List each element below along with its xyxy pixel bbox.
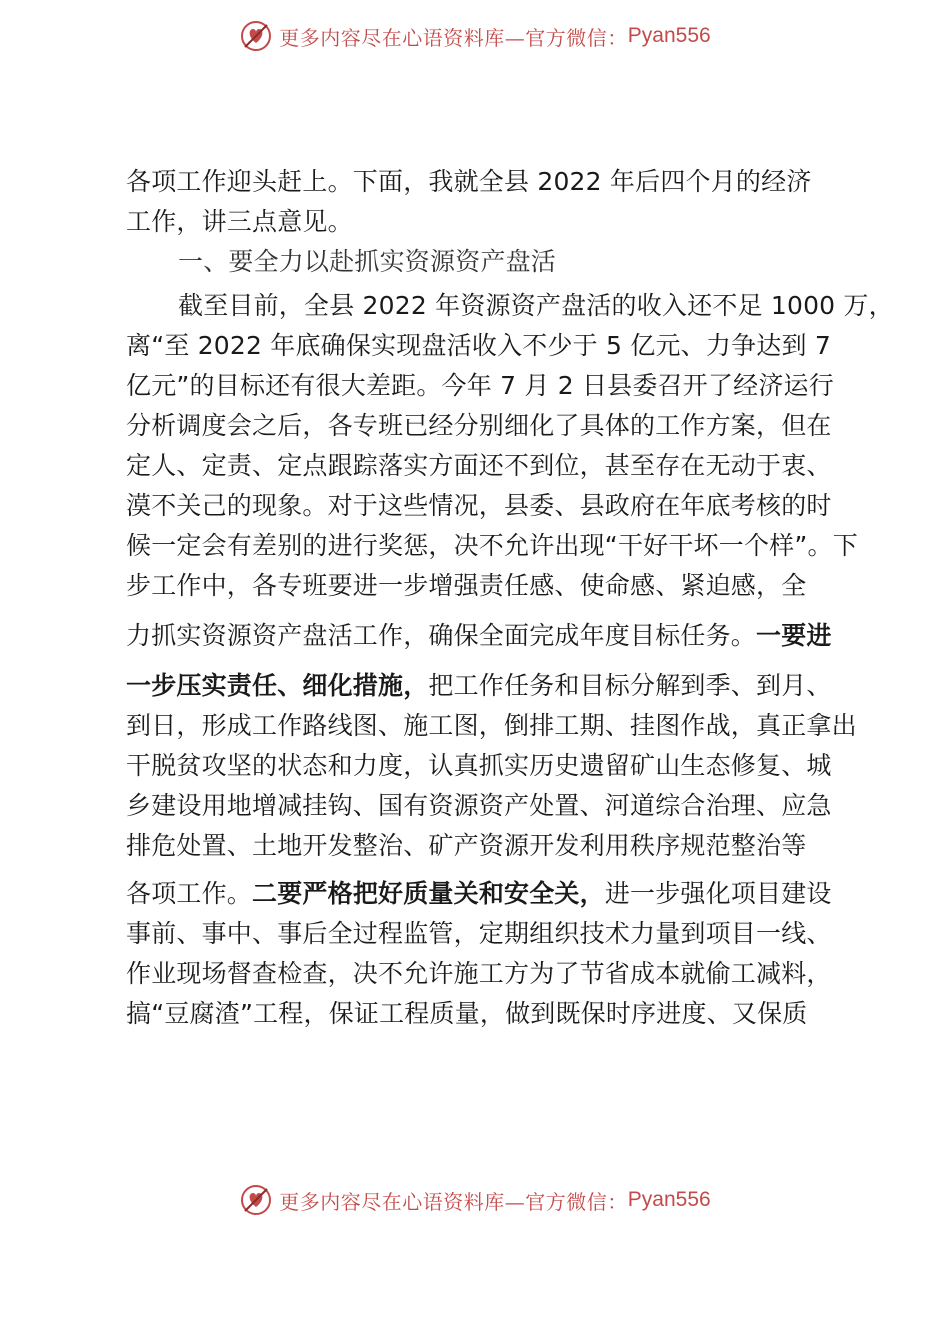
text-line: 截至目前，全县 2022 年资源资产盘活的收入还不足 1000 万， [178,291,894,320]
text-line: 各项工作迎头赶上。下面，我就全县 2022 年后四个月的经济 [126,167,812,196]
section-heading: 一、要全力以赴抓实资源资产盘活 [178,247,557,276]
text-line: 到日，形成工作路线图、施工图，倒排工期、挂图作战，真正拿出 [126,711,857,740]
watermark-text: 更多内容尽在心语资料库—官方微信： [279,1189,628,1214]
watermark-handle: Pyan556 [627,24,711,47]
text-line: 事前、事中、事后全过程监管，定期组织技术力量到项目一线、 [126,919,832,948]
text-line: 步工作中，各专班要进一步增强责任感、使命感、紧迫感，全 [126,571,807,600]
text-line: 力抓实资源资产盘活工作，确保全面完成年度目标任务。一要进 [126,621,832,650]
text-line: 作业现场督查检查，决不允许施工方为了节省成本就偷工减料， [126,959,832,988]
text-line: 分析调度会之后，各专班已经分别细化了具体的工作方案，但在 [126,411,832,440]
text-line: 候一定会有差别的进行奖惩，决不允许出现“干好干坏一个样”。下 [126,531,858,560]
text-line: 工作，讲三点意见。 [126,207,353,236]
text-line: 排危处置、土地开发整治、矿产资源开发利用秩序规范整治等 [126,831,807,860]
text-line: 漠不关己的现象。对于这些情况，县委、县政府在年底考核的时 [126,491,832,520]
text-line: 定人、定责、定点跟踪落实方面还不到位，甚至存在无动于衷、 [126,451,832,480]
document-body [126,162,894,1034]
text-line: 干脱贫攻坚的状态和力度，认真抓实历史遗留矿山生态修复、城 [126,751,832,780]
text-line: 离“至 2022 年底确保实现盘活收入不少于 5 亿元、力争达到 7 [126,331,831,360]
watermark-footer [0,1180,950,1220]
watermark-handle: Pyan556 [627,1188,711,1211]
bold-phrase: 一要进 [756,621,832,650]
heart-logo-icon [239,1183,273,1217]
bold-phrase: 二要严格把好质量关和安全关， [252,879,605,908]
text-line: 亿元”的目标还有很大差距。今年 7 月 2 日县委召开了经济运行 [126,371,834,400]
watermark-text: 更多内容尽在心语资料库—官方微信： [279,25,628,50]
watermark-header [0,16,950,56]
text-line: 搞“豆腐渣”工程，保证工程质量，做到既保时序进度、又保质 [126,999,808,1028]
bold-phrase: 一步压实责任、细化措施， [126,671,429,700]
text-line: 各项工作。二要严格把好质量关和安全关，进一步强化项目建设 [126,879,832,908]
text-line: 一步压实责任、细化措施，把工作任务和目标分解到季、到月、 [126,671,832,700]
heart-logo-icon [239,19,273,53]
text-line: 乡建设用地增减挂钩、国有资源资产处置、河道综合治理、应急 [126,791,832,820]
